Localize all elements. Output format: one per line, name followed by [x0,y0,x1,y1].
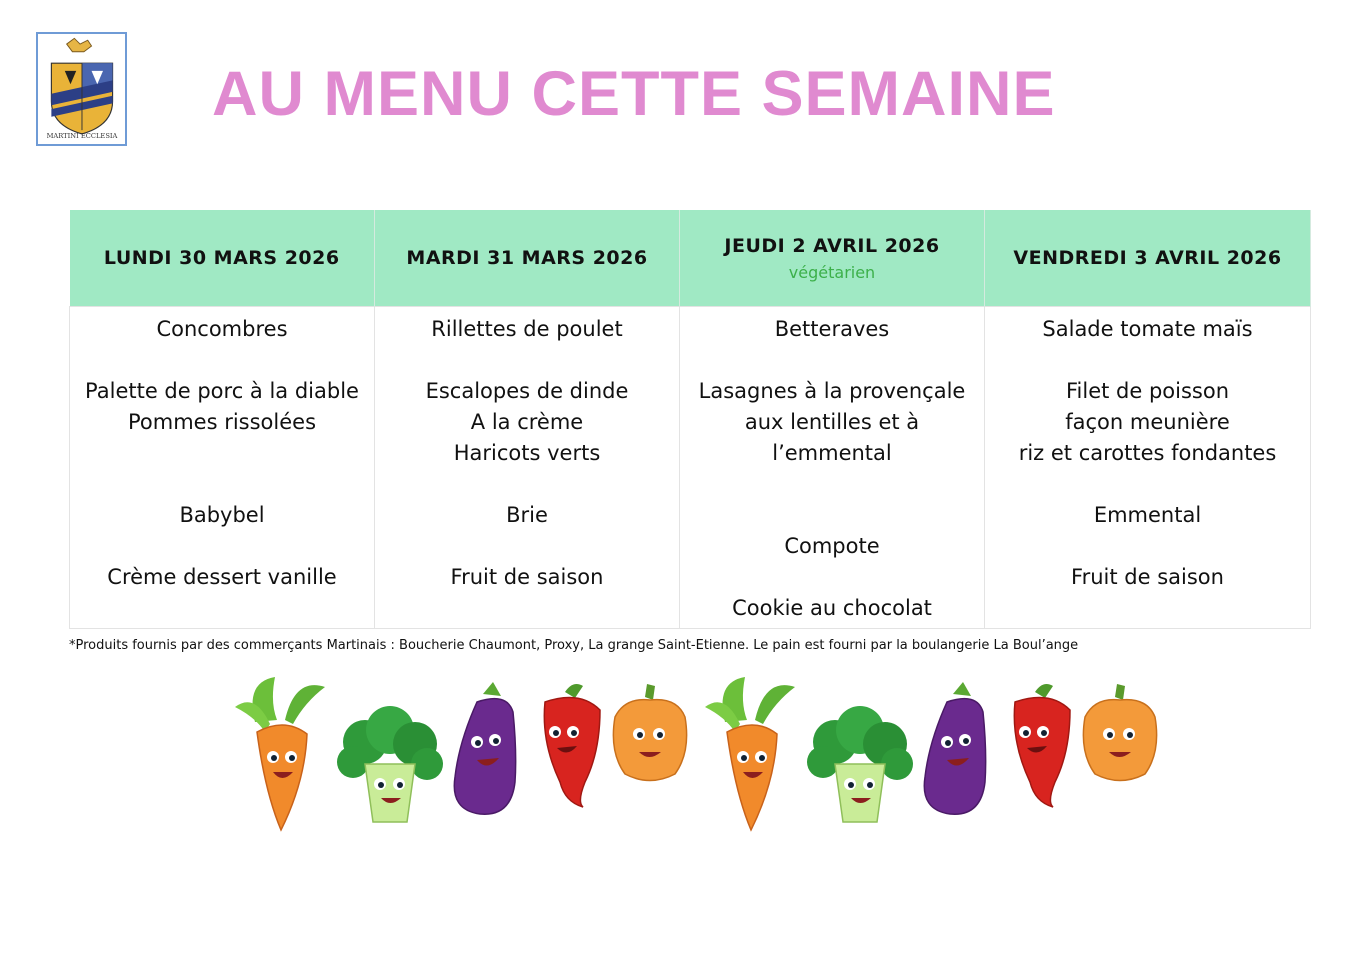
day-header-tuesday [375,210,680,307]
logo-motto: MARTINI ECCLESIA [46,131,118,140]
menu-item: Compote [784,534,880,558]
menu-item: Crème dessert vanille [107,565,337,589]
menu-item: Fruit de saison [450,565,604,589]
menu-item: A la crème [470,410,584,434]
menu-item [375,345,679,376]
menu-row [70,307,1311,629]
menu-item: Salade tomate maïs [1042,317,1253,341]
menu-item: Filet de poisson [1065,379,1230,403]
menu-item [375,469,679,500]
menu-item [375,531,679,562]
menu-item: Betteraves [774,317,890,341]
menu-item [375,593,679,624]
menu-item: Haricots verts [453,441,601,465]
menu-item [70,469,374,500]
menu-item: Emmental [1093,503,1202,527]
menu-item: Cookie au chocolat [732,596,932,620]
vegetarian-note: végétarien [788,262,876,282]
menu-item: Brie [506,503,548,527]
day-label: MARDI 31 MARS 2026 [406,247,648,269]
menu-item [985,531,1310,562]
menu-cell-monday [70,307,375,629]
vegetables-illustration [215,672,1160,837]
menu-item: Concombres [156,317,288,341]
menu-item: Escalopes de dinde [425,379,629,403]
menu-item [985,469,1310,500]
menu-cell-tuesday [375,307,680,629]
menu-item [70,593,374,624]
day-label: VENDREDI 3 AVRIL 2026 [1013,247,1282,269]
menu-item [70,531,374,562]
menu-item [680,345,984,376]
menu-item: Pommes rissolées [127,410,317,434]
day-label: JEUDI 2 AVRIL 2026 [724,234,940,257]
menu-cell-friday [985,307,1311,629]
menu-item: façon meunière [1065,410,1230,434]
menu-cell-thursday [680,307,985,629]
menu-item [985,345,1310,376]
school-logo [36,32,127,146]
menu-item: l’emmental [772,441,892,465]
menu-item: Rillettes de poulet [431,317,623,341]
menu-item: Fruit de saison [1071,565,1224,589]
day-header-friday [985,210,1311,307]
coat-of-arms-icon [38,34,125,144]
menu-item [70,345,374,376]
menu-item: Palette de porc à la diable [85,379,359,403]
day-header-thursday [680,210,985,307]
menu-item: Lasagnes à la provençale [698,379,966,403]
page-title: AU MENU CETTE SEMAINE [212,59,1056,129]
day-label: LUNDI 30 MARS 2026 [103,247,340,269]
days-header-row [70,210,1311,307]
menu-item: Babybel [179,503,265,527]
weekly-menu-table [69,210,1311,629]
menu-item [680,500,984,531]
menu-item [70,438,374,469]
menu-item: riz et carottes fondantes [1018,441,1277,465]
day-header-monday [70,210,375,307]
menu-item [680,469,984,500]
menu-item: aux lentilles et à [744,410,920,434]
suppliers-footnote: *Produits fournis par des commerçants Martinais : Boucherie Chaumont, Proxy, La grange Saint-Etienne. Le pain est fourni par la boulangerie La Boul’ange [69,638,1079,653]
menu-item [680,562,984,593]
menu-item [985,593,1310,624]
